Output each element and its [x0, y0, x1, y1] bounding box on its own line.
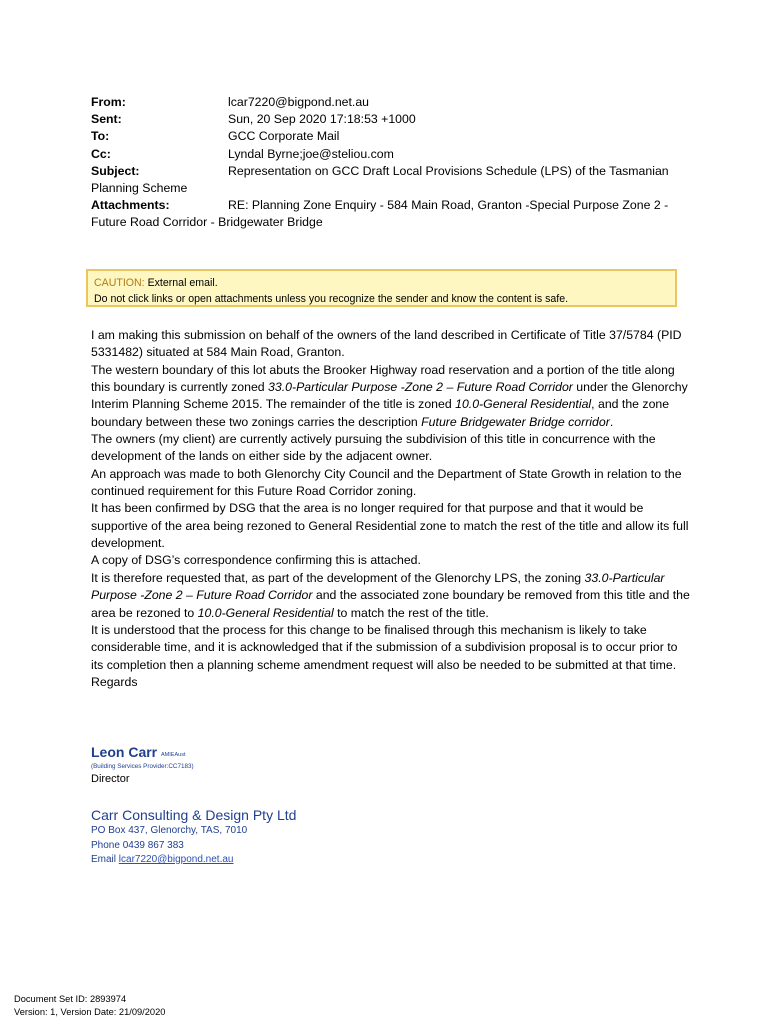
cc-value: Lyndal Byrne;joe@steliou.com [228, 146, 394, 161]
zone-name-italic: 33.0-Particular Purpose -Zone 2 – Future Road Corridor [268, 380, 573, 395]
body-paragraph [91, 362, 691, 431]
body-text: The western boundary of this lot abuts the Brooker Highway road reservation and a portion of the title along this boundary is currently zoned [91, 362, 675, 395]
caution-banner [86, 269, 677, 307]
signature-address: PO Box 437, Glenorchy, TAS, 7010 [91, 825, 248, 836]
body-paragraph: The owners (my client) are currently actively pursuing the subdivision of this title in concurrence with the development of the lands on either side by the adjacent owner. [91, 432, 656, 464]
signature-title: Director [91, 773, 130, 785]
caution-line-1 [94, 275, 669, 291]
corridor-name-italic: Future Bridgewater Bridge corridor [421, 414, 610, 429]
to-label: To: [91, 129, 110, 144]
attachment-link[interactable]: RE: Planning Zone Enquiry - 584 Main Road, Granton -Special Purpose Zone 2 - [228, 198, 669, 213]
signature-email-label: Email [91, 854, 119, 865]
subject-label: Subject: [91, 163, 140, 178]
body-paragraph: It has been confirmed by DSG that the area is no longer required for that purpose and that it would be supportive of the area being rezoned to General Residential zone to match the rest of the title and allow its full development. [91, 501, 689, 551]
attachments-continuation [91, 214, 691, 231]
body-paragraph [91, 570, 691, 622]
body-paragraph: A copy of DSG’s correspondence confirming this is attached. [91, 553, 421, 568]
attachments-label: Attachments: [91, 198, 170, 213]
cc-label: Cc: [91, 146, 111, 161]
email-body [91, 327, 691, 691]
signature-provider: (Building Services Provider:CC7183) [91, 763, 194, 770]
body-paragraph: I am making this submission on behalf of the owners of the land described in Certificate of Title 37/5784 (PID 5331482) situated at 584 Main Road, Granton. [91, 328, 682, 360]
email-header [91, 94, 691, 232]
sent-row [91, 111, 691, 128]
from-label: From: [91, 95, 126, 109]
document-footer [14, 993, 165, 1019]
body-text: to match the rest of the title. [333, 605, 489, 620]
from-row [91, 94, 691, 111]
signature-company: Carr Consulting & Design Pty Ltd [91, 807, 297, 823]
signature-name [91, 744, 185, 760]
body-paragraph: It is understood that the process for this change to be finalised through this mechanism is likely to take considerable time, and it is acknowledged that if the submission of a subdivision proposal is to occur prior to its completion then a planning scheme amendment request will also be needed to be submitted at that time. [91, 622, 678, 672]
cc-row [91, 146, 691, 163]
signature-email-link[interactable]: lcar7220@bigpond.net.au [118, 854, 234, 865]
body-text: , and the zone boundary between these two zonings carries the description [91, 397, 670, 429]
subject-value-cont: Planning Scheme [91, 181, 188, 196]
zone-name-italic: 10.0-General Residential [455, 397, 592, 412]
zone-name-italic: 10.0-General Residential [197, 605, 334, 620]
signature-phone: Phone 0439 867 383 [91, 839, 184, 851]
zone-name-italic: 33.0-Particular Purpose -Zone 2 – Future Road Corridor [91, 570, 665, 603]
document-version: Version: 1, Version Date: 21/09/2020 [14, 1007, 166, 1017]
body-text: and the associated zone boundary be removed from this title and the area be rezoned to [91, 588, 690, 620]
to-row [91, 128, 691, 145]
caution-line-2: Do not click links or open attachments unless you recognize the sender and know the content is safe. [94, 293, 569, 305]
subject-row [91, 163, 691, 180]
caution-label: CAUTION: [94, 277, 145, 289]
signature-contact [91, 824, 247, 868]
attachments-row [91, 197, 691, 214]
document-set-id: Document Set ID: 2893974 [14, 994, 127, 1004]
subject-continuation [91, 180, 691, 197]
body-text: . [609, 414, 614, 429]
body-text: under the Glenorchy Interim Planning Scheme 2015. The remainder of the title is zoned [91, 380, 688, 412]
body-paragraph: An approach was made to both Glenorchy City Council and the Department of State Growth in relation to the continued requirement for this Future Road Corridor zoning. [91, 466, 682, 499]
sent-value: Sun, 20 Sep 2020 17:18:53 +1000 [228, 112, 416, 127]
closing-regards: Regards [91, 674, 138, 689]
signature-credentials: AMIEAust [161, 752, 186, 758]
body-text: It is therefore requested that, as part of the development of the Glenorchy LPS, the zoning [91, 570, 585, 585]
to-value: GCC Corporate Mail [228, 129, 340, 144]
signature-name-text: Leon Carr [91, 744, 158, 760]
sent-label: Sent: [91, 112, 122, 127]
caution-line-1-text: External email. [144, 277, 218, 289]
signature-email-line [91, 853, 247, 868]
subject-value: Representation on GCC Draft Local Provisions Schedule (LPS) of the Tasmanian [228, 163, 669, 178]
from-value: lcar7220@bigpond.net.au [228, 95, 370, 109]
attachment-link-cont[interactable]: Future Road Corridor - Bridgewater Bridge [91, 215, 323, 230]
